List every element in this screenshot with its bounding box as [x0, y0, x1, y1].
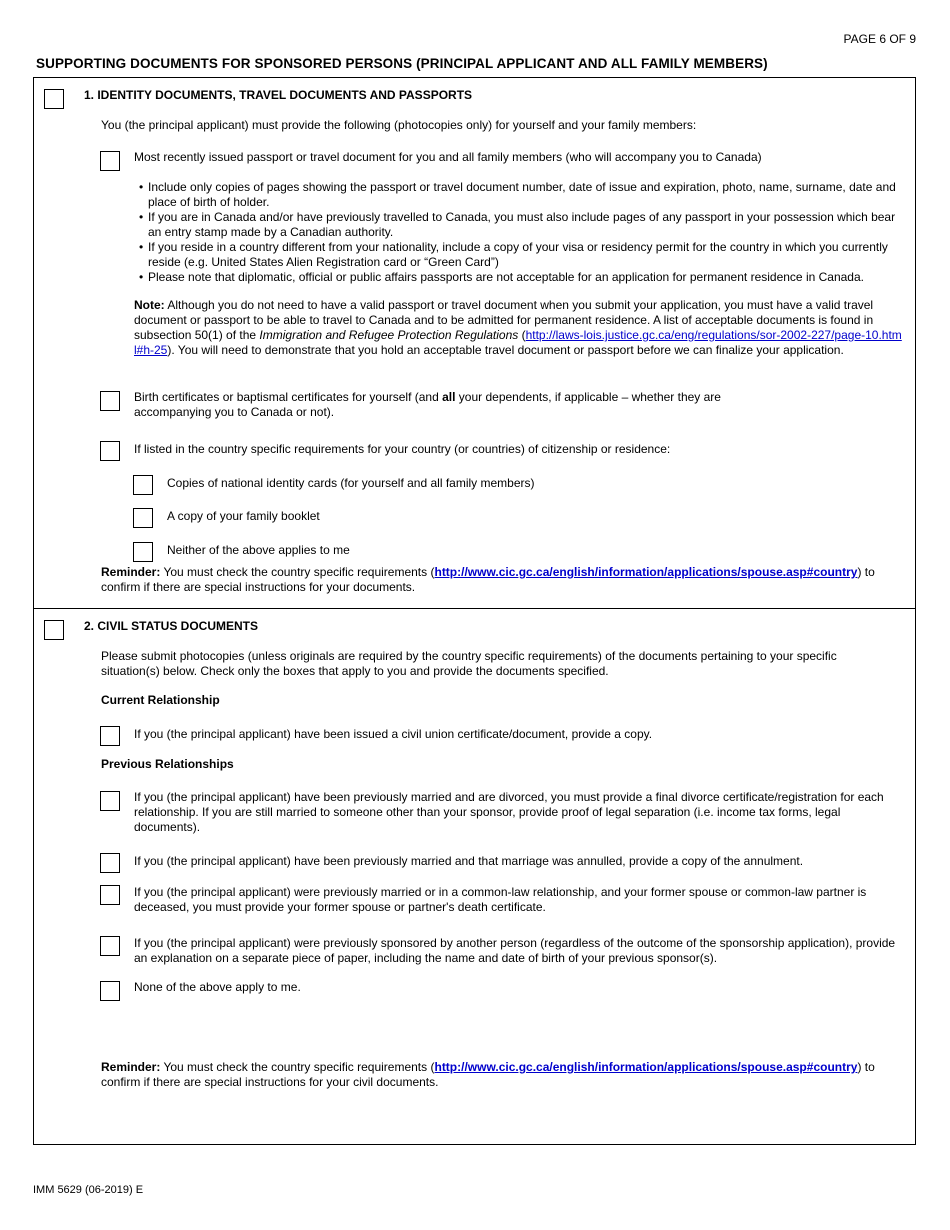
birth-certificate-checkbox[interactable] — [100, 391, 120, 411]
birth-text-pre: Birth certificates or baptismal certificates for yourself (and — [134, 390, 443, 404]
reminder-text-2: ) to confirm if there are special instructions for your civil documents. — [101, 1060, 875, 1089]
reminder-text-1: You must check the country specific requirements ( — [160, 565, 435, 579]
note-regulations-title: Immigration and Refugee Protection Regulations — [259, 328, 519, 342]
previous-sponsor-text: If you (the principal applicant) were previously sponsored by another person (regardless of the outcome of the sponsorship application), provide an explanation on a separate piece of paper, including the name and date of birth of your previous sponsor(s). — [134, 936, 896, 965]
section2-reminder — [101, 1060, 906, 1090]
passport-checkbox[interactable] — [100, 151, 120, 171]
section1-intro: You (the principal applicant) must provide the following (photocopies only) for yourself and your family members: — [101, 118, 697, 132]
none-apply-checkbox[interactable] — [100, 981, 120, 1001]
passport-item-text: Most recently issued passport or travel document for you and all family members (who will accompany you to Canada) — [134, 150, 762, 164]
neither-applies-checkbox[interactable] — [133, 542, 153, 562]
section2-intro: Please submit photocopies (unless originals are required by the country specific requirements) of the documents pertaining to your specific situation(s) below. Check only the boxes that apply to you and provide the documents specified. — [101, 649, 837, 678]
section2-checkbox[interactable] — [44, 620, 64, 640]
reminder-label: Reminder: — [101, 565, 161, 579]
divorce-text: If you (the principal applicant) have been previously married and are divorced, you must provide a final divorce certificate/registration for each relationship. If you are still married to someone other than your sponsor, provide proof of legal separation (i.e. income tax forms, legal documents). — [134, 790, 884, 834]
birth-certificate-text — [134, 390, 754, 420]
note-label: Note: — [134, 298, 165, 312]
country-requirements-checkbox[interactable] — [100, 441, 120, 461]
birth-text-bold: all — [442, 390, 456, 404]
identity-cards-checkbox[interactable] — [133, 475, 153, 495]
section1-checkbox[interactable] — [44, 89, 64, 109]
reminder-text-1: You must check the country specific requirements ( — [160, 1060, 435, 1074]
current-relationship-heading: Current Relationship — [101, 693, 220, 707]
birth-text-post: your dependents, if applicable – whether they are accompanying you to Canada or not). — [134, 390, 721, 419]
section1-heading: 1. IDENTITY DOCUMENTS, TRAVEL DOCUMENTS AND PASSPORTS — [84, 88, 473, 102]
passport-note — [134, 298, 904, 358]
divorce-checkbox[interactable] — [100, 791, 120, 811]
identity-cards-text: Copies of national identity cards (for yourself and all family members) — [167, 476, 535, 490]
deceased-spouse-checkbox[interactable] — [100, 885, 120, 905]
regulations-link[interactable]: http://laws-lois.justice.gc.ca/eng/regulations/sor-2002-227/page-10.html#h-25 — [134, 328, 902, 357]
family-booklet-text: A copy of your family booklet — [167, 509, 320, 523]
none-apply-text: None of the above apply to me. — [134, 980, 301, 994]
page-title: SUPPORTING DOCUMENTS FOR SPONSORED PERSONS (PRINCIPAL APPLICANT AND ALL FAMILY MEMBERS) — [36, 56, 768, 71]
form-identifier: IMM 5629 (06-2019) E — [33, 1184, 144, 1196]
section2-heading: 2. CIVIL STATUS DOCUMENTS — [84, 619, 259, 633]
country-requirements-text: If listed in the country specific requirements for your country (or countries) of citizenship or residence: — [134, 442, 671, 456]
passport-bullet: • If you are in Canada and/or have previously travelled to Canada, you must also include pages of any passport in your possession which bear an entry stamp made by a Canadian authority. — [139, 210, 904, 240]
passport-bullet: • If you reside in a country different from your nationality, include a copy of your visa or residency permit for the country in which you currently reside (e.g. United States Alien Registration card or “Green Card”) — [139, 240, 904, 270]
note-text-1: Although you do not need to have a valid passport or travel document when you submit your application, you must have a valid travel document or passport to be able to travel to Canada and to be admitted for permanent residence. A list of acceptable documents is found in subsection 50(1) of the — [134, 298, 874, 342]
section-divider — [33, 608, 916, 609]
neither-applies-text: Neither of the above applies to me — [167, 543, 350, 557]
country-requirements-link[interactable]: http://www.cic.gc.ca/english/information/applications/spouse.asp#country — [434, 565, 858, 579]
note-text-3: ). You will need to demonstrate that you hold an acceptable travel document or passport before we can finalize your application. — [167, 343, 844, 357]
annulment-checkbox[interactable] — [100, 853, 120, 873]
passport-bullet: • Include only copies of pages showing the passport or travel document number, date of issue and expiration, photo, name, surname, date and place of birth of holder. — [139, 180, 904, 210]
passport-bullet-list — [139, 180, 904, 285]
civil-union-checkbox[interactable] — [100, 726, 120, 746]
section1-reminder — [101, 565, 906, 595]
previous-relationships-heading: Previous Relationships — [101, 757, 234, 771]
annulment-text: If you (the principal applicant) have been previously married and that marriage was annulled, provide a copy of the annulment. — [134, 854, 804, 868]
previous-sponsor-checkbox[interactable] — [100, 936, 120, 956]
civil-union-text: If you (the principal applicant) have been issued a civil union certificate/document, provide a copy. — [134, 727, 653, 741]
country-requirements-link[interactable]: http://www.cic.gc.ca/english/information/applications/spouse.asp#country — [434, 1060, 858, 1074]
passport-bullet: • Please note that diplomatic, official or public affairs passports are not acceptable for an application for permanent residence in Canada. — [139, 270, 904, 285]
deceased-spouse-text: If you (the principal applicant) were previously married or in a common-law relationship, and your former spouse or common-law partner is deceased, you must provide your former spouse or partner's death certificate. — [134, 885, 867, 914]
reminder-text-2: ) to confirm if there are special instructions for your documents. — [101, 565, 875, 594]
note-text-2: ( — [518, 328, 526, 342]
family-booklet-checkbox[interactable] — [133, 508, 153, 528]
reminder-label: Reminder: — [101, 1060, 161, 1074]
page-number: PAGE 6 OF 9 — [843, 32, 916, 46]
